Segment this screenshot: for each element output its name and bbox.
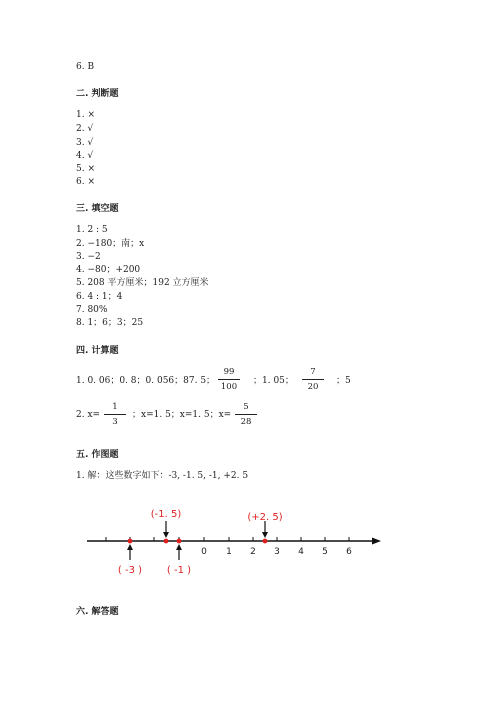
tick-label-6: 6 — [346, 547, 352, 557]
calc-1-text-b: ；1. 05； — [253, 376, 294, 386]
calc-2-fraction-2 — [235, 402, 257, 427]
fraction-numerator: 5 — [243, 402, 249, 412]
arrow-up-icon — [127, 544, 133, 550]
section4-title: 四. 计算题 — [76, 346, 119, 356]
judge-2: 2. √ — [76, 124, 94, 134]
calc-1-text-c: ；5 — [336, 376, 351, 386]
tick-labels — [201, 547, 352, 557]
section3-title: 三. 填空题 — [76, 204, 119, 214]
fill-4: 4. −80；+200 — [76, 265, 141, 275]
section5-title: 五. 作图题 — [76, 450, 119, 460]
point-pos2-5 — [263, 539, 268, 544]
fill-2: 2. −180；南；x — [76, 239, 145, 249]
draw-1-text: 1. 解：这些数字如下：-3, -1. 5, -1, +2. 5 — [76, 471, 249, 481]
calc-2-text-b: ；x=1. 5；x=1. 5；x= — [132, 410, 232, 420]
label-pos2-5: (+2. 5) — [247, 512, 283, 523]
judge-6: 6. × — [76, 177, 95, 187]
point-neg1 — [177, 539, 182, 544]
tick-label-5: 5 — [322, 547, 328, 557]
tick-label-2: 2 — [250, 547, 256, 557]
judge-5: 5. × — [76, 164, 95, 174]
arrow-up-icon — [176, 544, 182, 550]
number-line — [0, 500, 500, 600]
label-neg1-5: (-1. 5) — [150, 509, 182, 520]
calc-2-text-a: 2. x= — [76, 410, 101, 420]
fraction-denominator: 100 — [220, 382, 238, 392]
fraction-denominator: 28 — [240, 417, 252, 427]
red-labels — [118, 509, 283, 576]
fraction-numerator: 7 — [310, 367, 316, 377]
point-neg1-5 — [164, 539, 169, 544]
fill-7: 7. 80% — [76, 305, 108, 315]
calc-1-fraction-1 — [218, 367, 240, 392]
tick-label-1: 1 — [226, 547, 232, 557]
calc-1-text-a: 1. 0. 06；0. 8；0. 056；87. 5； — [76, 376, 216, 386]
judge-1: 1. × — [76, 110, 95, 120]
fill-1: 1. 2 : 5 — [76, 225, 108, 235]
tick-label-0: 0 — [201, 547, 207, 557]
fraction-denominator: 3 — [112, 417, 118, 427]
answer-6: 6. B — [76, 62, 95, 72]
section2-title: 二. 判断题 — [76, 89, 119, 99]
section6-title: 六. 解答题 — [76, 607, 119, 617]
tick-label-4: 4 — [298, 547, 304, 557]
tick-label-3: 3 — [274, 547, 280, 557]
point-neg3 — [128, 539, 133, 544]
arrow-down-icon — [163, 532, 169, 538]
calc-2-fraction-1 — [104, 402, 126, 427]
fraction-numerator: 99 — [223, 367, 235, 377]
fill-6: 6. 4 : 1；4 — [76, 292, 123, 302]
fraction-denominator: 20 — [307, 382, 319, 392]
label-neg3: ( -3 ) — [117, 565, 143, 576]
label-neg1: ( -1 ) — [166, 565, 192, 576]
fill-8: 8. 1；6；3；25 — [76, 318, 144, 328]
fraction-numerator: 1 — [112, 402, 118, 412]
arrow-down-icon — [262, 532, 268, 538]
judge-4: 4. √ — [76, 151, 94, 161]
axis-arrow-icon — [372, 538, 381, 545]
fill-3: 3. −2 — [76, 252, 101, 262]
judge-3: 3. √ — [76, 138, 94, 148]
fill-5: 5. 208 平方厘米；192 立方厘米 — [76, 278, 209, 288]
calc-1-fraction-2 — [302, 367, 324, 392]
